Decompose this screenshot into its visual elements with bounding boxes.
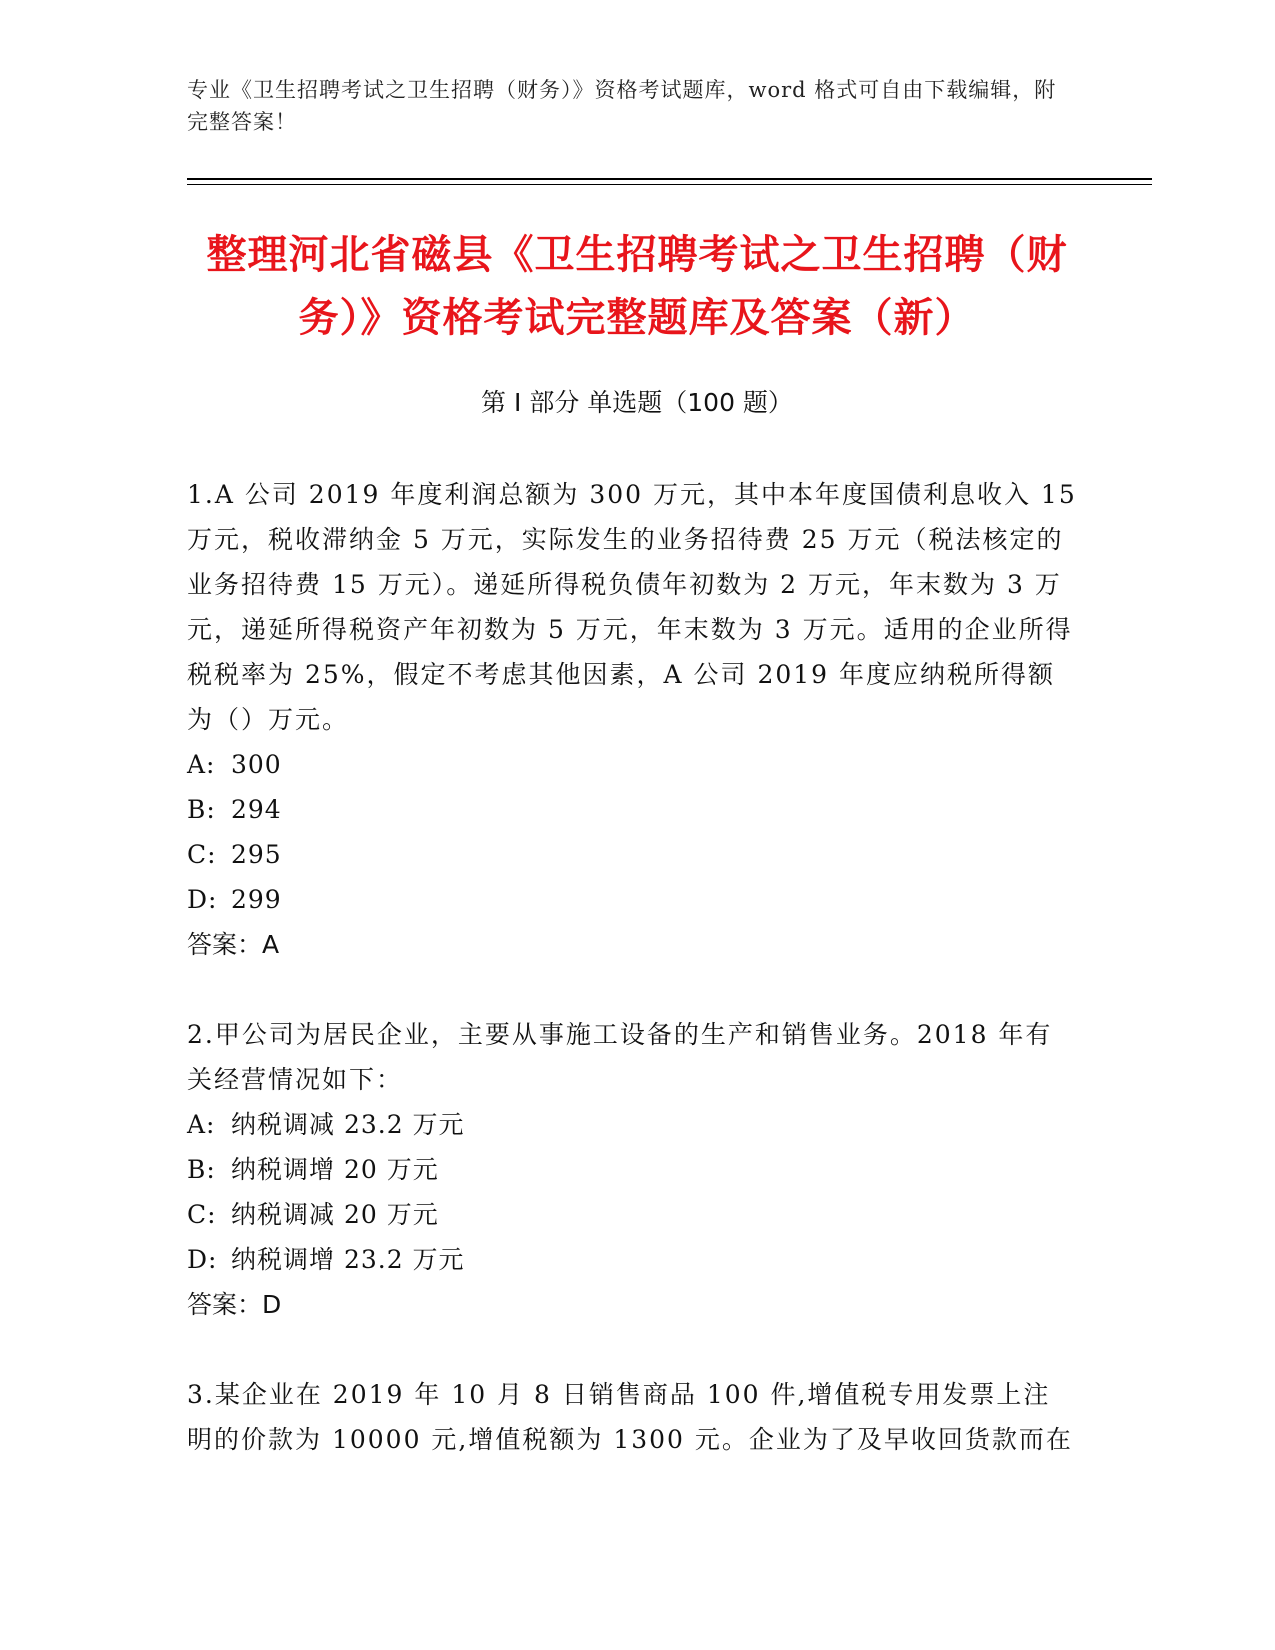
header-divider-thick [187, 178, 1152, 180]
option-c [187, 832, 1077, 877]
question-2 [187, 1012, 1077, 1327]
option-text: 纳税调增 20 万元 [231, 1155, 439, 1184]
option-letter: A: [187, 1110, 216, 1139]
option-text: 纳税调减 23.2 万元 [231, 1110, 465, 1139]
question-1 [187, 472, 1077, 967]
header-note: 专业《卫生招聘考试之卫生招聘（财务）》资格考试题库，word 格式可自由下载编辑，附完整答案！ [187, 78, 1057, 134]
option-letter: C: [187, 840, 217, 869]
option-text: 纳税调减 20 万元 [231, 1200, 439, 1229]
question-3 [187, 1372, 1077, 1462]
option-d [187, 1237, 1077, 1282]
document-title: 整理河北省磁县《卫生招聘考试之卫生招聘（财务）》资格考试完整题库及答案（新） [206, 232, 1068, 341]
option-text: 294 [231, 795, 282, 824]
option-b [187, 787, 1077, 832]
option-text: 纳税调增 23.2 万元 [231, 1245, 465, 1274]
option-letter: A: [187, 750, 216, 779]
question-list [187, 472, 1077, 1462]
option-b [187, 1147, 1077, 1192]
option-d [187, 877, 1077, 922]
question-stem: 1.A 公司 2019 年度利润总额为 300 万元，其中本年度国债利息收入 15 万元，税收滞纳金 5 万元，实际发生的业务招待费 25 万元（税法核定的业务招待费 15 万元）。递延所得税负债年初数为 2 万元，年末数为 3 万元，递延所得税资产年初数为 5 万元，年末数为 3 万元。适用的企业所得税税率为 25%，假定不考虑其他因素，A 公司 2019 年度应纳税所得额为（）万元。 [187, 480, 1077, 734]
option-letter: D: [187, 885, 218, 914]
option-a [187, 742, 1077, 787]
option-letter: C: [187, 1200, 217, 1229]
option-letter: D: [187, 1245, 218, 1274]
question-stem: 2.甲公司为居民企业，主要从事施工设备的生产和销售业务。2018 年有关经营情况如下： [187, 1020, 1053, 1094]
option-text: 299 [231, 885, 282, 914]
option-text: 300 [231, 750, 282, 779]
option-letter: B: [187, 795, 216, 824]
header-divider-thin [187, 184, 1152, 185]
option-text: 295 [231, 840, 282, 869]
answer-line: 答案：A [187, 930, 280, 959]
section-heading: 第 I 部分 单选题（100 题） [481, 388, 793, 417]
option-a [187, 1102, 1077, 1147]
question-stem: 3.某企业在 2019 年 10 月 8 日销售商品 100 件,增值税专用发票上注明的价款为 10000 元,增值税额为 1300 元。企业为了及早收回货款而在 [187, 1380, 1073, 1454]
option-c [187, 1192, 1077, 1237]
option-letter: B: [187, 1155, 216, 1184]
answer-line: 答案：D [187, 1290, 282, 1319]
